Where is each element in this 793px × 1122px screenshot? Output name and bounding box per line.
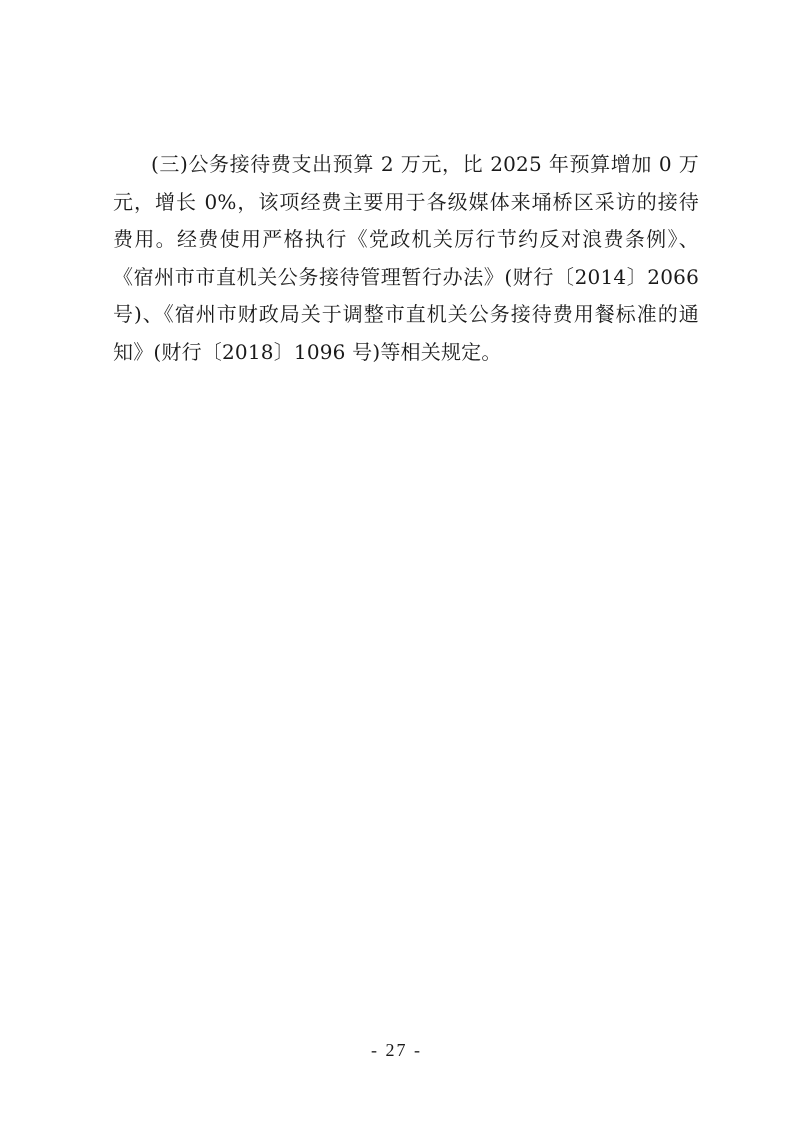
paragraph-line: (三)公务接待费支出预算 2 万元，比 2025 年预算增加 0 万: [151, 152, 699, 176]
paragraph-line: 费用。经费使用严格执行《党政机关厉行节约反对浪费条例》、: [113, 227, 699, 252]
reception-expense-paragraph: [113, 146, 699, 372]
paragraph-line: 《宿州市市直机关公务接待管理暂行办法》(财行〔2014〕2066: [113, 264, 699, 289]
paragraph-line: 号)、《宿州市财政局关于调整市直机关公务接待费用餐标准的通: [113, 302, 699, 327]
paragraph-line: 知》(财行〔2018〕1096 号)等相关规定。: [113, 339, 502, 364]
paragraph-line: 元，增长 0%，该项经费主要用于各级媒体来埇桥区采访的接待: [113, 189, 699, 214]
page-number: - 27 -: [371, 1040, 422, 1060]
